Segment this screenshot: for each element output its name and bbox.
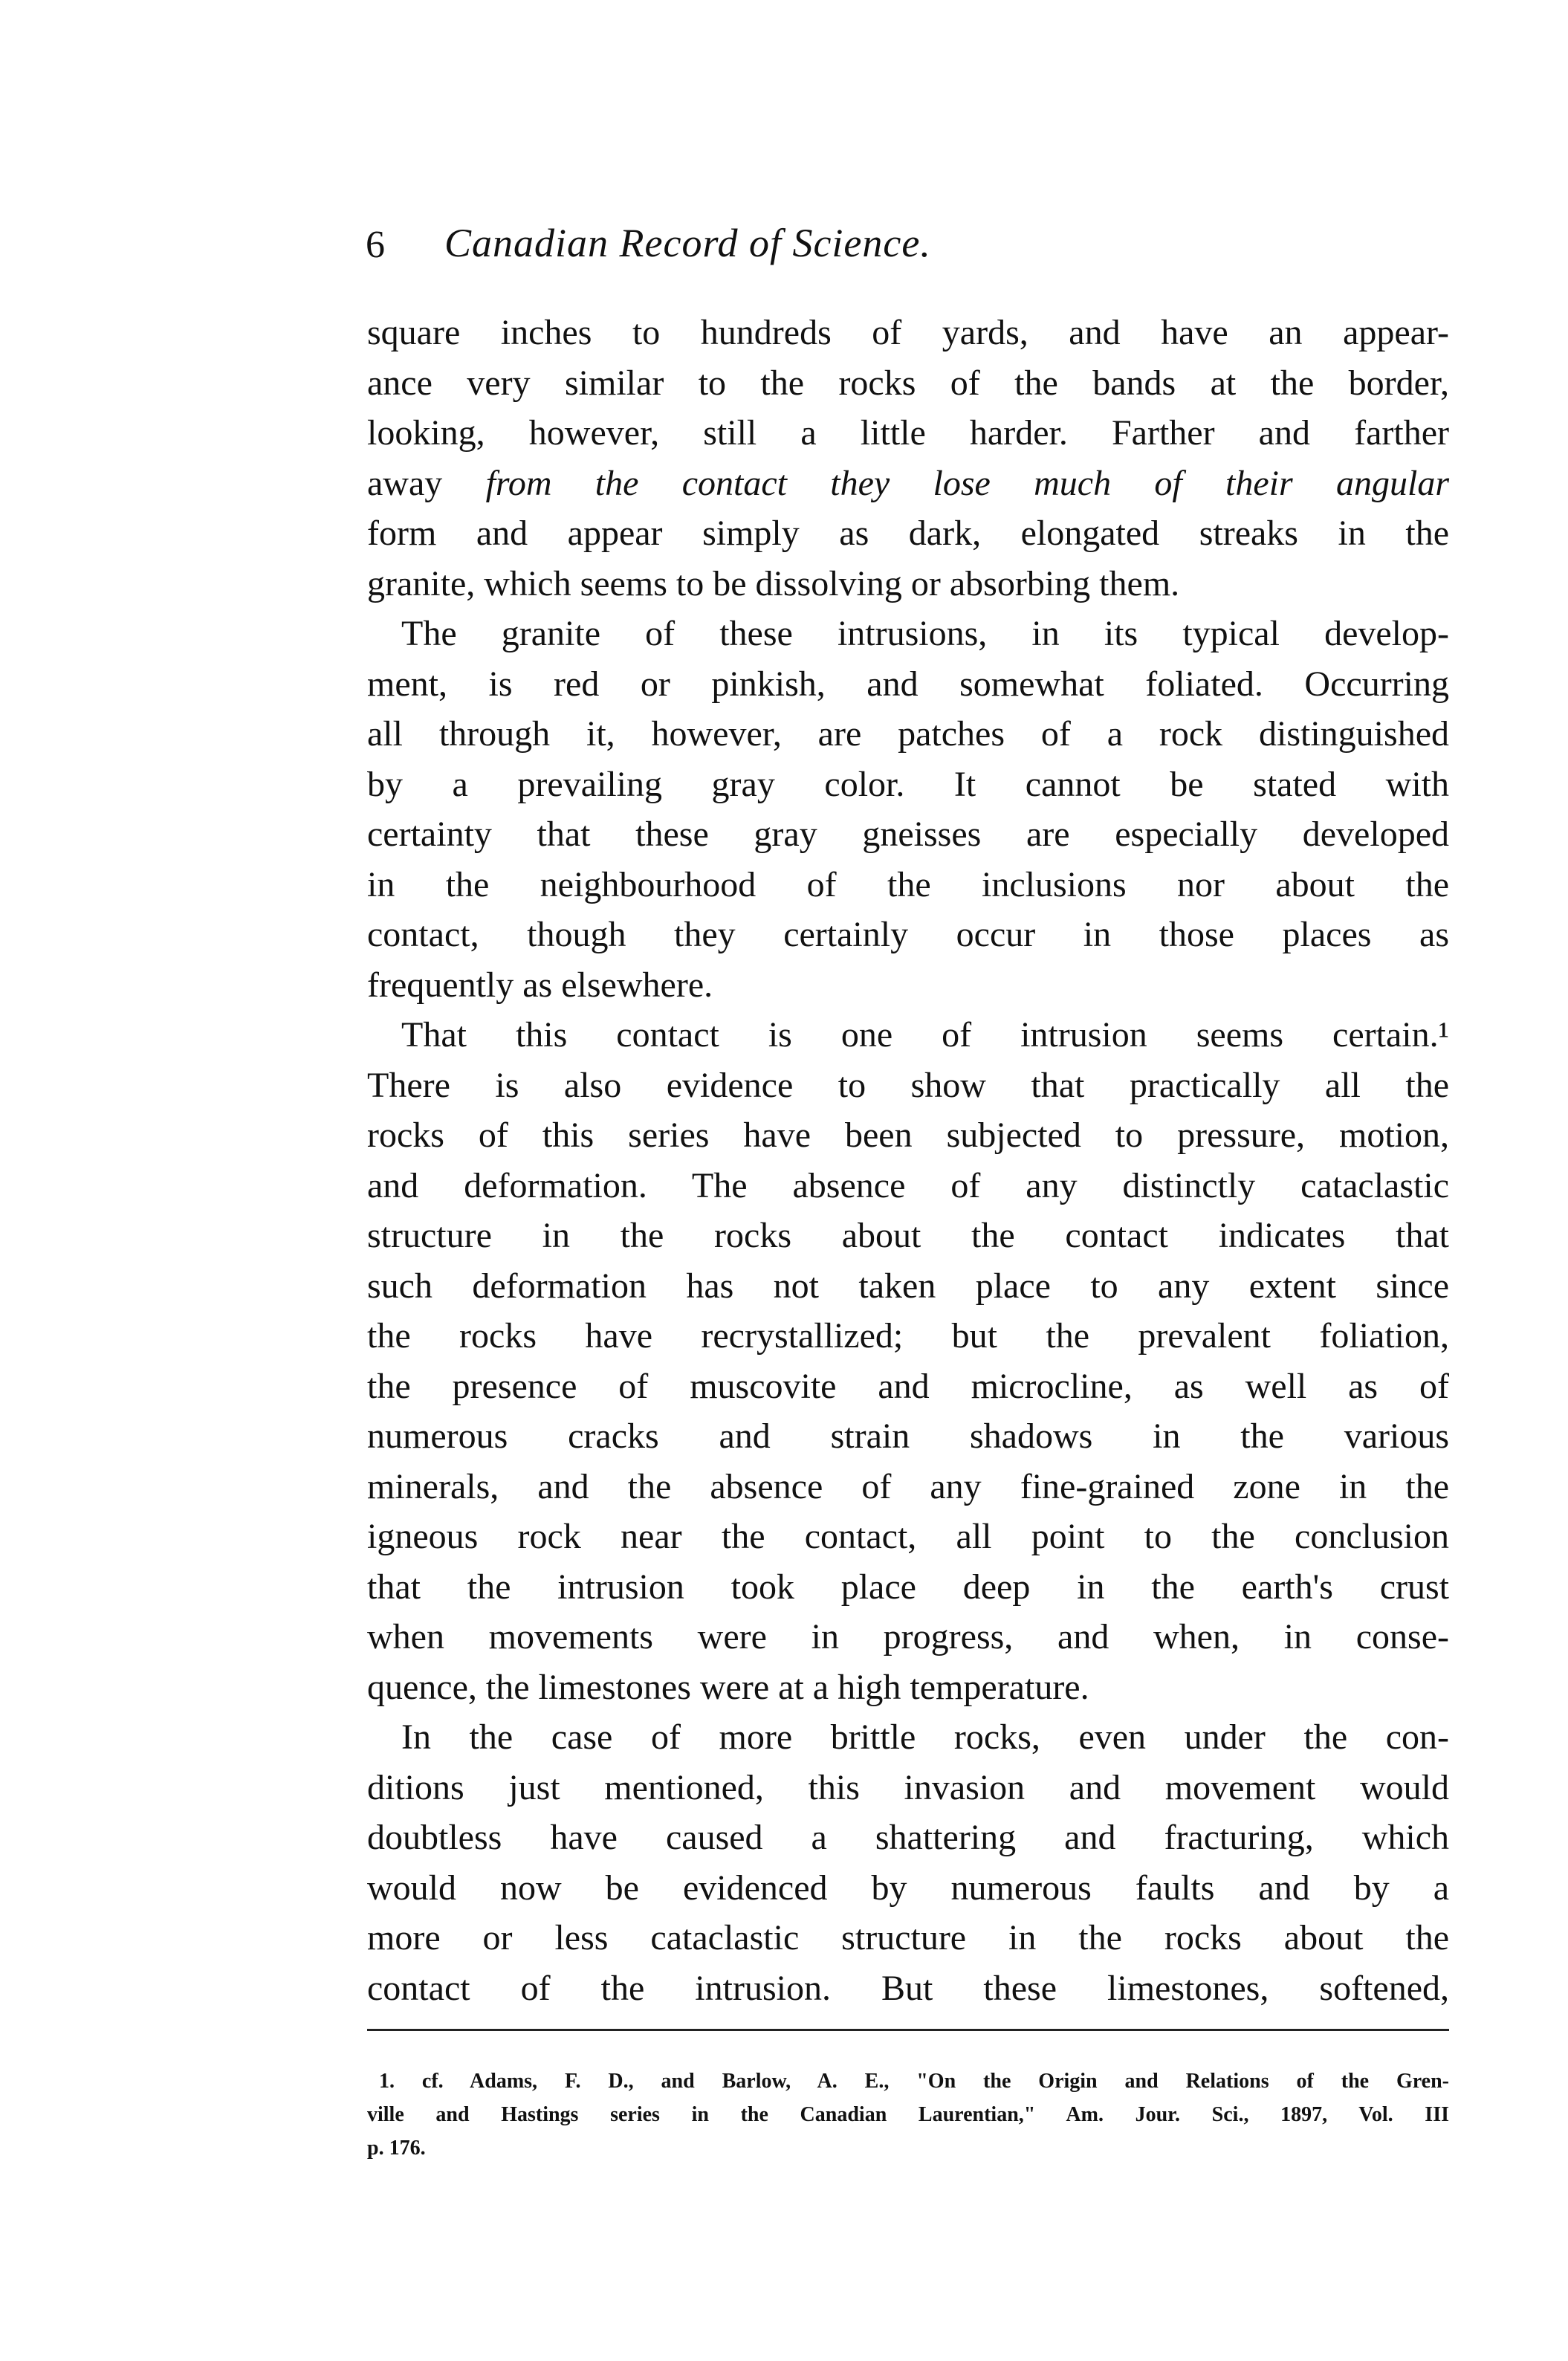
text-line: all through it, however, are patches of a rock distinguished (367, 714, 1449, 754)
text-line: form and appear simply as dark, elongated streaks in the (367, 514, 1449, 553)
text-line (367, 461, 1449, 506)
text-line: quence, the limestones were at a high temperature. (367, 1667, 1089, 1707)
text-line: frequently as elsewhere. (367, 965, 713, 1005)
running-header-title: Canadian Record of Science. (444, 221, 931, 265)
text-line: structure in the rocks about the contact indicates that (367, 1216, 1449, 1255)
text-line: when movements were in progress, and when, in conse- (367, 1617, 1449, 1656)
text-line: such deformation has not taken place to any extent since (367, 1266, 1449, 1306)
italic-text: from the contact they lose much of their angular (485, 463, 1450, 503)
text-line: looking, however, still a little harder. Farther and farther (367, 413, 1449, 453)
text-line: by a prevailing gray color. It cannot be stated with (367, 764, 1449, 804)
text-line: rocks of this series have been subjected to pressure, motion, (367, 1115, 1449, 1155)
text-line: igneous rock near the contact, all point to the conclusion (367, 1517, 1449, 1556)
text-line: certainty that these gray gneisses are especially developed (367, 814, 1449, 854)
text-line: numerous cracks and strain shadows in the various (367, 1416, 1449, 1456)
text-line: and deformation. The absence of any distinctly cataclastic (367, 1165, 1449, 1205)
text-span: away (367, 463, 486, 503)
text-line: in the neighbourhood of the inclusions nor about the (367, 864, 1449, 904)
text-line: would now be evidenced by numerous faults and by a (367, 1868, 1449, 1908)
text-line: In the case of more brittle rocks, even under the con- (401, 1717, 1449, 1757)
text-line: contact, though they certainly occur in those places as (367, 915, 1449, 954)
text-line: ditions just mentioned, this invasion and movement would (367, 1767, 1449, 1807)
text-line: minerals, and the absence of any fine-grained zone in the (367, 1466, 1449, 1506)
text-line: ance very similar to the rocks of the bands at the border, (367, 363, 1449, 403)
text-line: There is also evidence to show that practically all the (367, 1065, 1449, 1105)
text-line: ment, is red or pinkish, and somewhat foliated. Occurring (367, 664, 1449, 704)
text-line: That this contact is one of intrusion seems certain.¹ (401, 1015, 1449, 1055)
text-line: that the intrusion took place deep in the earth's crust (367, 1567, 1449, 1607)
text-line: granite, which seems to be dissolving or absorbing them. (367, 563, 1180, 603)
footnote-line: ville and Hastings series in the Canadian Laurentian," Am. Jour. Sci., 1897, Vol. III (367, 2103, 1449, 2126)
text-line: the rocks have recrystallized; but the prevalent foliation, (367, 1316, 1449, 1356)
footnote-divider (367, 2029, 1449, 2031)
footnote-line: p. 176. (367, 2137, 426, 2160)
page-number: 6 (366, 224, 385, 266)
text-line: square inches to hundreds of yards, and have an appear- (367, 313, 1449, 352)
text-line: doubtless have caused a shattering and fracturing, which (367, 1818, 1449, 1857)
text-line: the presence of muscovite and microcline, as well as of (367, 1366, 1449, 1406)
text-line: contact of the intrusion. But these limestones, softened, (367, 1968, 1449, 2008)
text-line: more or less cataclastic structure in the rocks about the (367, 1918, 1449, 1957)
text-line: The granite of these intrusions, in its typical develop- (401, 614, 1449, 653)
footnote-line: 1. cf. Adams, F. D., and Barlow, A. E., "On the Origin and Relations of the Gren- (379, 2070, 1449, 2093)
